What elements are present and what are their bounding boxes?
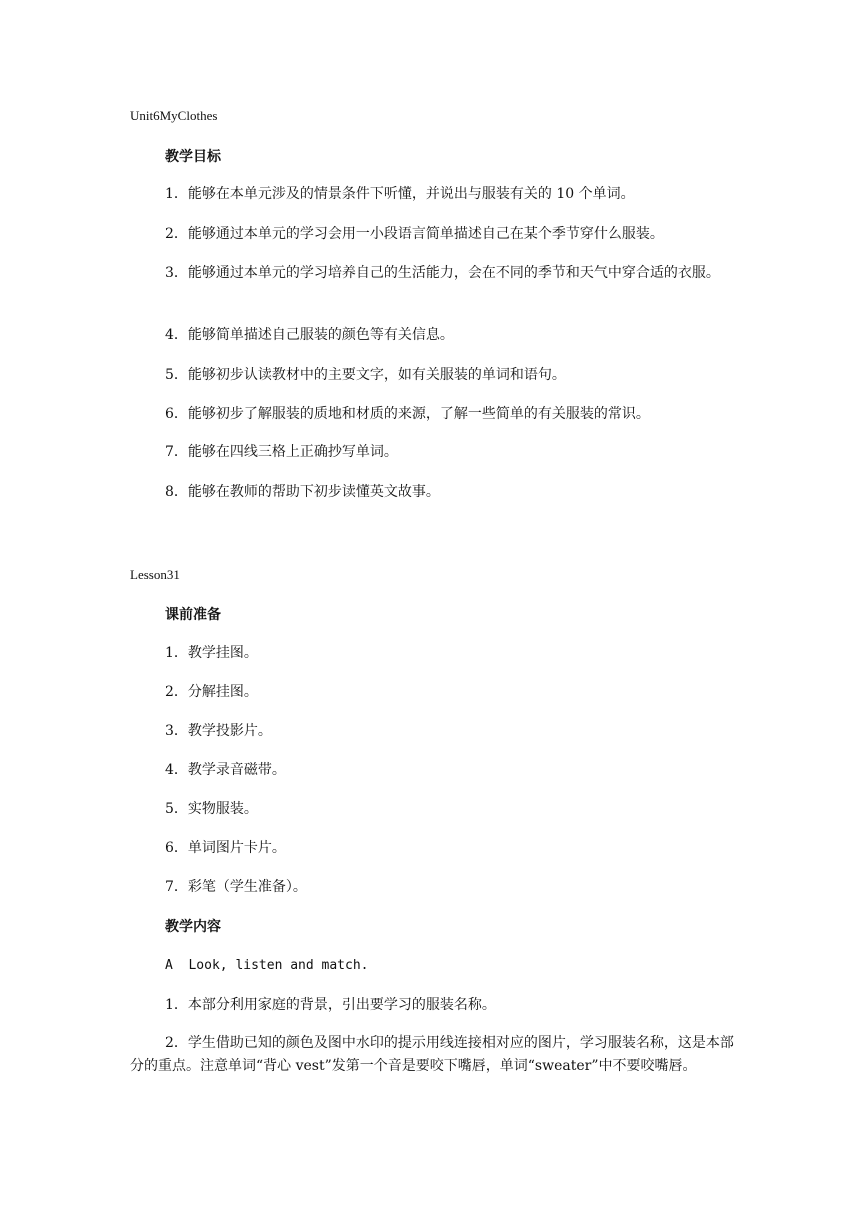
goal-item-3: 3．能够通过本单元的学习培养自己的生活能力，会在不同的季节和天气中穿合适的衣服。	[165, 265, 720, 281]
prep-item-4: 4．教学录音磁带。	[165, 762, 286, 778]
goal-item-2: 2．能够通过本单元的学习会用一小段语言简单描述自己在某个季节穿什么服装。	[165, 226, 664, 242]
goal-item-7: 7．能够在四线三格上正确抄写单词。	[165, 444, 398, 460]
content-item-2: 2．学生借助已知的颜色及图中水印的提示用线连接相对应的图片，学习服装名称，这是本部分的重点。注意单词“背心 vest”发第一个音是要咬下嘴唇，单词“sweater”中不要咬嘴唇。	[130, 1035, 734, 1074]
content-heading: 教学内容	[165, 919, 221, 935]
prep-heading: 课前准备	[165, 607, 221, 623]
prep-item-3: 3．教学投影片。	[165, 723, 272, 739]
goal-item-8: 8．能够在教师的帮助下初步读懂英文故事。	[165, 484, 440, 500]
goal-item-5: 5．能够初步认读教材中的主要文字，如有关服装的单词和语句。	[165, 367, 566, 383]
prep-item-2: 2．分解挂图。	[165, 684, 258, 700]
goal-item-6: 6．能够初步了解服装的质地和材质的来源，了解一些简单的有关服装的常识。	[165, 406, 650, 422]
prep-item-7: 7．彩笔（学生准备）。	[165, 879, 307, 895]
lesson-title: Lesson31	[130, 567, 180, 582]
content-item-1: 1．本部分利用家庭的背景，引出要学习的服装名称。	[165, 997, 496, 1013]
prep-item-1: 1．教学挂图。	[165, 645, 258, 661]
prep-item-5: 5．实物服装。	[165, 801, 258, 817]
unit-title: Unit6MyClothes	[130, 108, 218, 123]
goal-item-1: 1．能够在本单元涉及的情景条件下听懂，并说出与服装有关的 10 个单词。	[165, 186, 635, 202]
section-a-title: A Look, listen and match.	[165, 958, 369, 973]
goal-item-4: 4．能够简单描述自己服装的颜色等有关信息。	[165, 327, 454, 343]
goals-heading: 教学目标	[165, 149, 221, 165]
prep-item-6: 6．单词图片卡片。	[165, 840, 286, 856]
